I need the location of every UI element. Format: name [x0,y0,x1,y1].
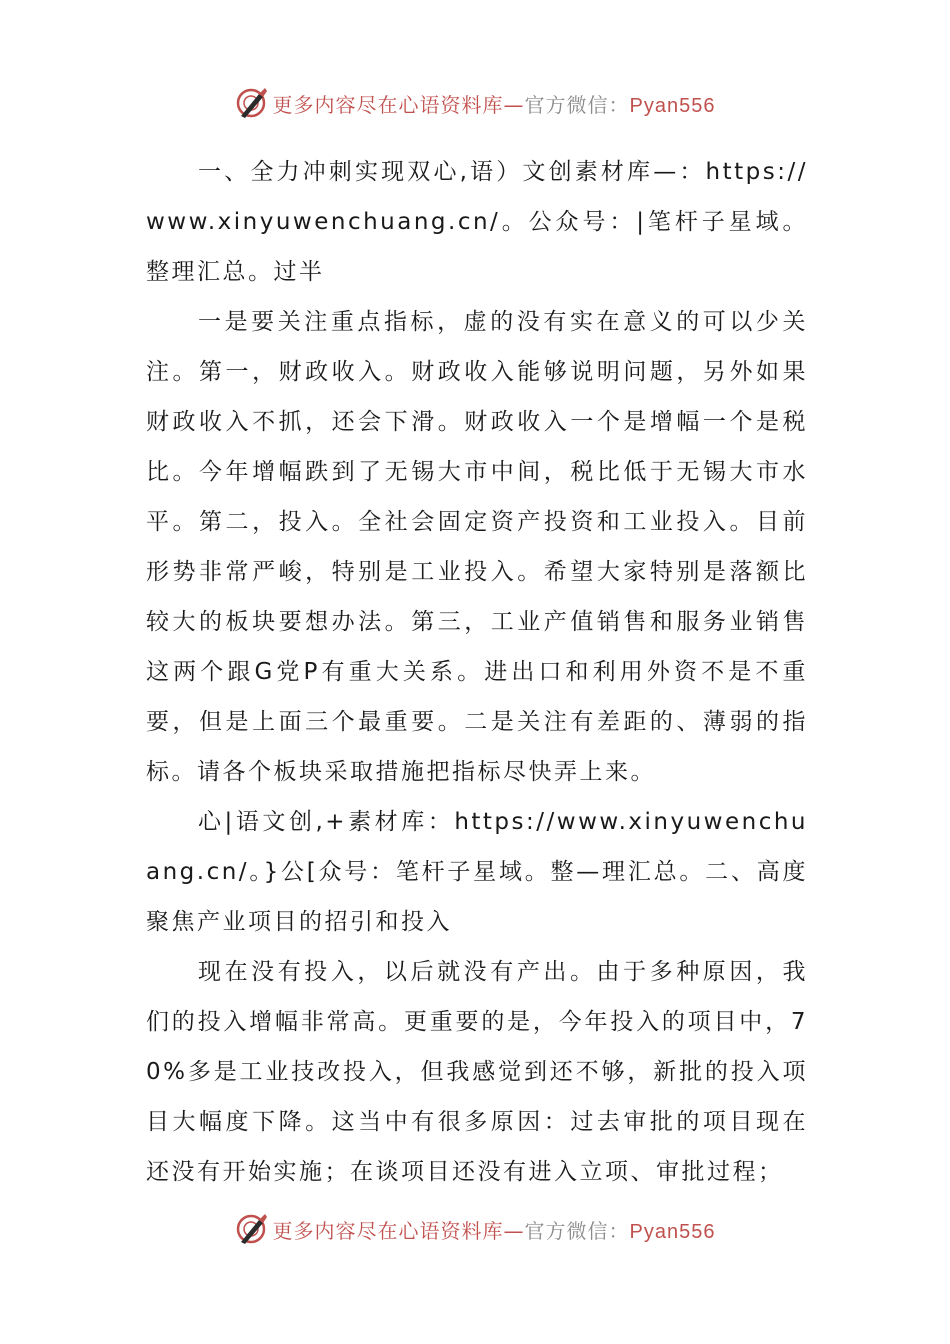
paragraph-3: 心|语文创,+素材库：https://www.xinyuwenchuang.cn/。}公[众号：笔杆子星域。整—理汇总。二、高度聚焦产业项目的招引和投入 [146,809,808,935]
header-brand-text: 更多内容尽在心语资料库 [272,92,504,117]
footer-brand-text: 更多内容尽在心语资料库 [272,1218,504,1243]
document-body [146,147,808,1197]
header-dash: — [503,92,525,117]
pen-logo-icon [235,86,269,120]
footer-banner [0,1209,950,1249]
paragraph-1: 一、全力冲刺实现双心,语）文创素材库—：https://www.xinyuwenchuang.cn/。公众号：|笔杆子星域。整理汇总。过半 [146,159,808,285]
pen-logo-icon [235,1212,269,1246]
header-banner [0,83,950,123]
paragraph-4: 现在没有投入，以后就没有产出。由于多种原因，我们的投入增幅非常高。更重要的是，今年投入的项目中，70%多是工业技改投入，但我感觉到还不够，新批的投入项目大幅度下降。这当中有很多原因：过去审批的项目现在还没有开始实施；在谈项目还没有进入立项、审批过程； [146,959,808,1185]
footer-wechat-account: Pyan556 [629,1220,716,1243]
footer-wechat-label: 官方微信： [524,1218,630,1243]
footer-dash: — [503,1218,525,1243]
footer-banner-text [273,1215,716,1244]
paragraph-2: 一是要关注重点指标，虚的没有实在意义的可以少关注。第一，财政收入。财政收入能够说明问题，另外如果财政收入不抓，还会下滑。财政收入一个是增幅一个是税比。今年增幅跌到了无锡大市中间，税比低于无锡大市水平。第二，投入。全社会固定资产投资和工业投入。目前形势非常严峻，特别是工业投入。希望大家特别是落额比较大的板块要想办法。第三，工业产值销售和服务业销售这两个跟G党P有重大关系。进出口和利用外资不是不重要，但是上面三个最重要。二是关注有差距的、薄弱的指标。请各个板块采取措施把指标尽快弄上来。 [146,309,808,785]
header-wechat-label: 官方微信： [524,92,630,117]
header-wechat-account: Pyan556 [629,94,716,117]
header-banner-text [273,89,716,118]
